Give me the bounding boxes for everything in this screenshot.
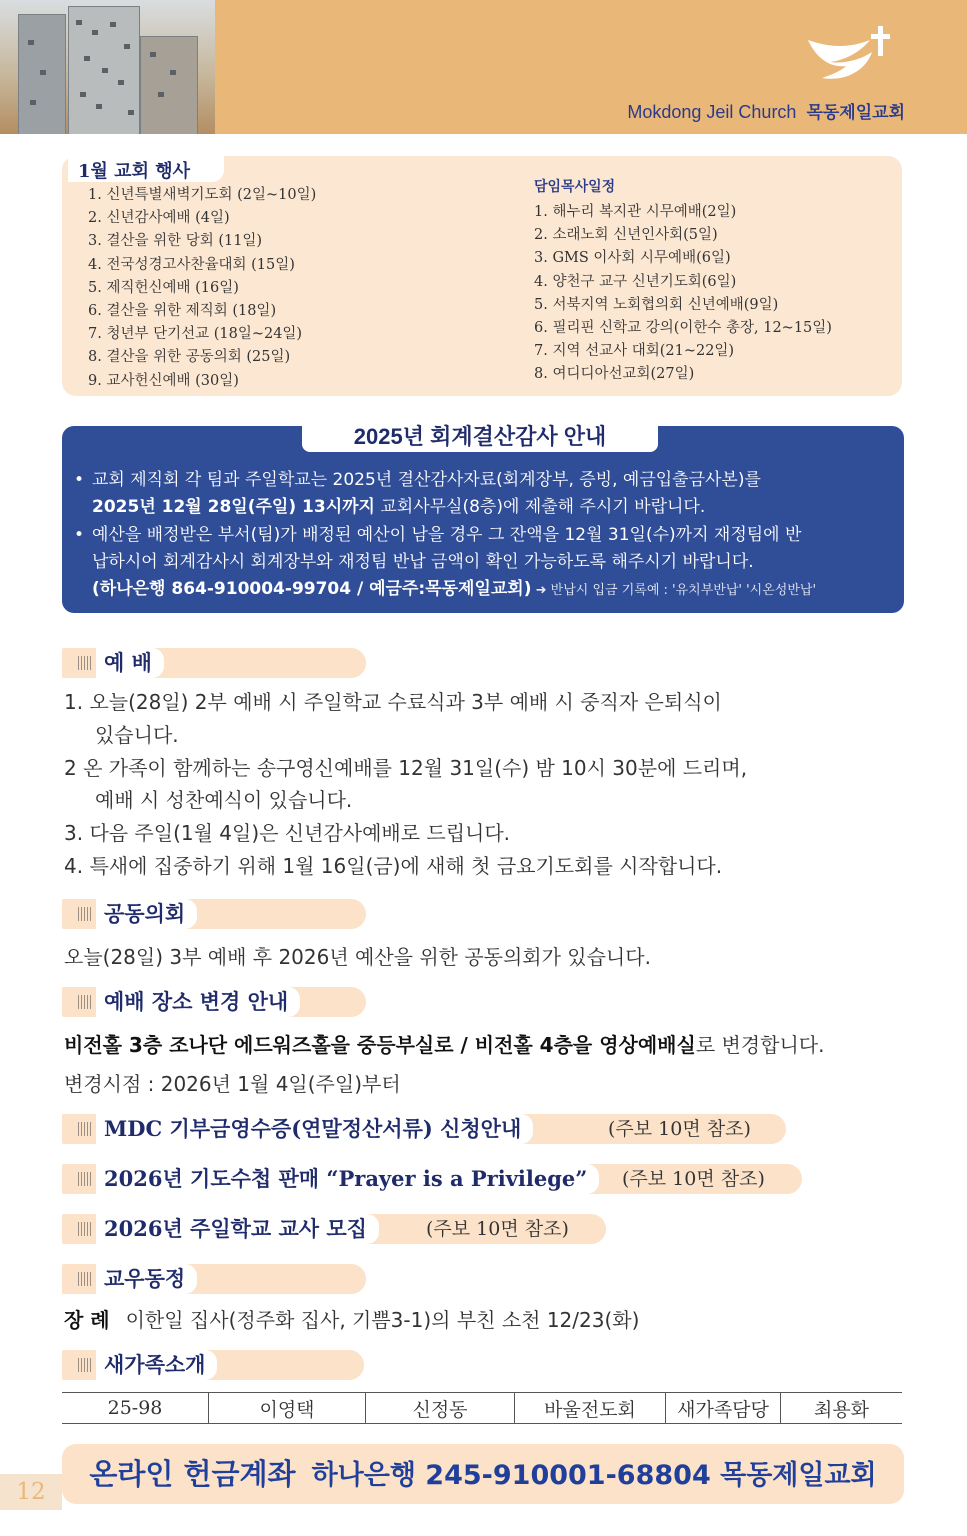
table-cell: 바울전도회: [515, 1393, 666, 1424]
church-events-list: [88, 184, 316, 393]
page-number: 12: [0, 1474, 62, 1510]
bars-icon: [78, 1122, 92, 1136]
venue-change-section-header: [62, 987, 366, 1017]
list-item: 5. 제직헌신예배 (16일): [88, 279, 239, 296]
list-item: 4. 특새에 집중하기 위해 1월 16일(금)에 새해 첫 금요기도회를 시작합니다.: [64, 853, 723, 878]
list-item: 2 온 가족이 함께하는 송구영신예배를 12월 31일(수) 밤 10시 30분에 드리며,: [64, 755, 748, 780]
new-family-section-header: [62, 1350, 364, 1380]
pastor-schedule-title: 담임목사일정: [534, 179, 616, 195]
assembly-text: 오늘(28일) 3부 예배 후 2026년 예산을 위한 공동의회가 있습니다.: [64, 945, 651, 969]
list-item-continued: 예배 시 성찬예식이 있습니다.: [95, 788, 353, 813]
audit-notice-paragraph-1: • 교회 제직회 각 팀과 주일학교는 2025년 결산감사자료(회계장부, 증빙, 예금입출금사본)를 2025년 12월 28일(주일) 13시까지 교회사무실(8층)에 제출해 주시기 바랍니다.: [74, 470, 761, 517]
table-row: [62, 1393, 902, 1424]
section-title: 2026년 주일학교 교사 모집: [96, 1214, 379, 1244]
mdc-receipt-section-header: [62, 1114, 786, 1144]
list-item: 3. 결산을 위한 당회 (11일): [88, 233, 263, 250]
list-item: 2. 신년감사예배 (4일): [88, 210, 230, 227]
list-item: 6. 결산을 위한 제직회 (18일): [88, 302, 277, 319]
list-item: 1. 해누리 복지관 시무예배(2일): [534, 204, 737, 220]
audit-notice-title: 2025년 회계결산감사 안내: [353, 424, 607, 449]
venue-change-effective-date: 변경시점 : 2026년 1월 4일(주일)부터: [64, 1072, 401, 1096]
worship-notices: [64, 686, 747, 883]
bars-icon: [78, 995, 92, 1009]
venue-change-text: 비전홀 3층 조나단 에드워즈홀을 중등부실로 / 비전홀 4층을 영상예배실로 변경합니다.: [64, 1033, 825, 1057]
table-cell: 새가족담당: [666, 1393, 781, 1424]
teacher-recruit-section-header: [62, 1214, 606, 1244]
bars-icon: [78, 1172, 92, 1186]
assembly-section-header: [62, 899, 366, 929]
list-item: 3. 다음 주일(1월 4일)은 신년감사예배로 드립니다.: [64, 821, 511, 846]
page-reference: (주보 10면 참조): [622, 1168, 765, 1190]
list-item: 1. 신년특별새벽기도회 (2일~10일): [88, 187, 317, 203]
bars-icon: [78, 656, 92, 670]
church-building-photo: [0, 0, 215, 134]
page-reference: (주보 10면 참조): [426, 1218, 569, 1240]
section-title: 새가족소개: [96, 1350, 217, 1380]
page-reference: (주보 10면 참조): [608, 1118, 751, 1140]
section-title: 공동의회: [96, 899, 197, 929]
section-title: 2026년 기도수첩 판매 “Prayer is a Privilege”: [96, 1164, 599, 1194]
dove-cross-logo-icon: [800, 18, 900, 88]
new-family-table: [62, 1392, 902, 1424]
list-item: 6. 필리핀 신학교 강의(이한수 총장, 12~15일): [534, 319, 832, 336]
members-news-section-header: [62, 1264, 366, 1294]
list-item: 8. 여디디아선교회(27일): [534, 366, 695, 383]
january-title: 1월 교회 행사: [78, 161, 190, 182]
section-title: MDC 기부금영수증(연말정산서류) 신청안내: [96, 1114, 533, 1144]
table-cell: 최용화: [781, 1393, 903, 1424]
section-title: 예배 장소 변경 안내: [96, 987, 300, 1017]
worship-section-header: [62, 648, 366, 678]
list-item: 1. 오늘(28일) 2부 예배 시 주일학교 수료식과 3부 예배 시 중직자 은퇴식이: [64, 690, 722, 714]
list-item: 7. 지역 선교사 대회(21~22일): [534, 343, 735, 360]
prayer-book-section-header: [62, 1164, 802, 1194]
bars-icon: [78, 907, 92, 921]
list-item: 3. GMS 이사회 시무예배(6일): [534, 250, 731, 267]
list-item: 2. 소래노회 신년인사회(5일): [534, 227, 718, 244]
bars-icon: [78, 1272, 92, 1286]
table-cell: 신정동: [366, 1393, 515, 1424]
section-title: 예 배: [96, 648, 164, 678]
table-cell: 이영택: [209, 1393, 366, 1424]
bars-icon: [78, 1222, 92, 1236]
list-item: 8. 결산을 위한 공동의회 (25일): [88, 349, 291, 366]
bars-icon: [78, 1358, 92, 1372]
list-item: 4. 양천구 교구 신년기도회(6일): [534, 273, 737, 290]
online-giving-account: 온라인 헌금계좌 하나은행 245-910001-68804 목동제일교회: [89, 1457, 877, 1491]
list-item-continued: 있습니다.: [95, 722, 179, 747]
list-item: 5. 서북지역 노회협의회 신년예배(9일): [534, 296, 779, 313]
list-item: 4. 전국성경고사찬율대회 (15일): [88, 256, 295, 273]
list-item: 9. 교사헌신예배 (30일): [88, 372, 239, 389]
pastor-schedule-list: [534, 201, 832, 387]
table-cell: 25-98: [107, 1397, 163, 1419]
audit-notice-paragraph-2: • 예산을 배정받은 부서(팀)가 배정된 예산이 남을 경우 그 잔액을 12월 31일(수)까지 재정팀에 반 납하시어 회계감사시 회계장부와 재정팀 반납 금액이 확인 가능하도록 해주시기 바랍니다. (하나은행 864-910004-99704 / 예금주:목동제일교회) ➜ 반납시 입금 기록예 : '유치부반납' '시온성반납': [74, 525, 817, 599]
section-title: 교우동정: [96, 1264, 197, 1294]
funeral-notice: 장 례 이한일 집사(정주화 집사, 기쁨3-1)의 부친 소천 12/23(화): [64, 1308, 640, 1332]
church-name: Mokdong Jeil Church 목동제일교회: [627, 102, 905, 123]
list-item: 7. 청년부 단기선교 (18일~24일): [88, 326, 303, 343]
